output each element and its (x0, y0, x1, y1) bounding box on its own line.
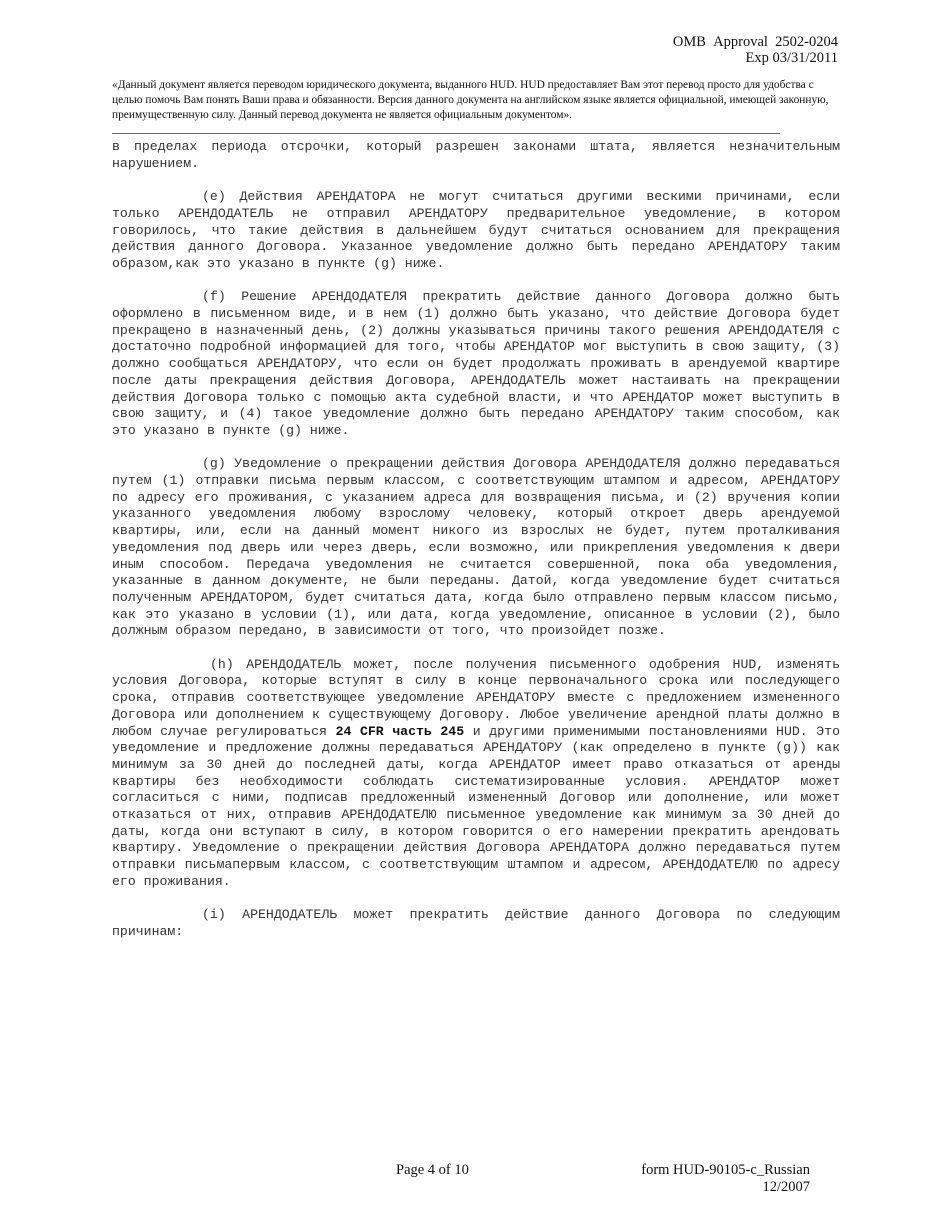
omb-expiration: Exp 03/31/2011 (745, 50, 838, 66)
omb-label: OMB (672, 34, 706, 50)
form-date: 12/2007 (762, 1179, 810, 1195)
continuation-paragraph: в пределах периода отсрочки, который разрешен законами штата, является незначительным нарушением. (112, 139, 840, 171)
document-body (112, 139, 840, 957)
omb-approval-line (673, 34, 838, 50)
page-number: Page 4 of 10 (396, 1162, 469, 1178)
paragraph-h-part2: и другими применимыми постановлениями HUD. Это уведомление и предложение должны передаваться АРЕНДАТОРУ (как определено в пункте (g)) как минимум за 30 дней до последней даты, когда АРЕНДАТОР имеет право отказаться от аренды квартиры без необходимости соблюдать систематизированные условия. АРЕНДАТОР может согласиться с ними, подписав предложенный измененный Договор или дополнение, или может отказаться от них, отправив АРЕНДОДАТЕЛЮ письменное уведомление как минимум за 30 дней до даты, когда они вступают в силу, в котором говорится о его намерении прекратить арендовать квартиру. Уведомление о прекращении действия Договора АРЕНДАТОРА должно передаваться путем отправки письмапервым классом, с соответствующим штампом и адресом, АРЕНДОДАТЕЛЮ по адресу его проживания. (112, 723, 841, 889)
omb-number: 2502-0204 (775, 34, 838, 50)
paragraph-h (112, 657, 840, 891)
paragraph-i: (i) АРЕНДОДАТЕЛЬ может прекратить действие данного Договора по следующим причинам: (112, 907, 840, 939)
translation-disclaimer: «Данный документ является переводом юридического документа, выданного HUD. HUD предоставляет Вам этот перевод просто для удобства с целью помочь Вам понять Ваши права и обязанности. Версия данного документа на английском языке является официальной, имеющей законную, преимущественную силу. Данный перевод документа не является официальным документом». (112, 79, 829, 121)
header-divider (112, 133, 780, 134)
paragraph-e: (e) Действия АРЕНДАТОРА не могут считаться другими вескими причинами, если только АРЕНДОДАТЕЛЬ не отправил АРЕНДАТОРУ предварительное уведомление, в котором говорилось, что такие действия в дальнейшем будут считаться основанием для прекращения действия данного Договора. Указанное уведомление должно быть передано АРЕНДАТОРУ таким образом,как это указано в пункте (g) ниже. (112, 189, 840, 271)
cfr-reference: 24 CFR часть 245 (335, 723, 465, 739)
paragraph-h-part1: (h) АРЕНДОДАТЕЛЬ может, после получения письменного одобрения HUD, изменять условия Договора, которые вступят в силу в конце первоначального срока или последующего срока, отправив соответствующее уведомление АРЕНДАТОРУ вместе с предложением измененного Договора или дополнением к существующему Договору. Любое увеличение арендной платы должно в любом случае регулироваться (112, 656, 840, 739)
omb-approval-label: Approval (713, 34, 768, 50)
form-number: form HUD-90105-c_Russian (641, 1162, 810, 1178)
paragraph-g: (g) Уведомление о прекращении действия Договора АРЕНДОДАТЕЛЯ должно передаваться путем (1) отправки письма первым классом, с соответствующим штампом и адресом, АРЕНДАТОРУ по адресу его проживания, с указанием адреса для возвращения письма, и (2) вручения копии указанного уведомления любому взрослому человеку, который откроет дверь арендуемой квартиры, или, если на данный момент никого из взрослых не будет, путем проталкивания уведомления под дверь или через дверь, если возможно, или прикрепления уведомления к двери иным способом. Передача уведомления не считается совершенной, пока оба уведомления, указанные в данном документе, не были переданы. Датой, когда уведомление будет считаться полученным АРЕНДАТОРОМ, будет считаться дата, когда было отправлено первым классом письмо, как это указано в условии (1), или дата, когда уведомление, описанное в условии (2), было должным образом передано, в зависимости от того, что произойдет позже. (112, 456, 840, 639)
paragraph-f: (f) Решение АРЕНДОДАТЕЛЯ прекратить действие данного Договора должно быть оформлено в письменном виде, и в нем (1) должно быть указано, что действие Договора будет прекращено в назначенный день, (2) должны указываться причины такого решения АРЕНДОДАТЕЛЯ с достаточно подробной информацией для того, чтобы АРЕНДАТОР мог выступить в свою защиту, (3) должно сообщаться АРЕНДАТОРУ, что если он будет продолжать проживать в арендуемой квартире после даты прекращения действия Договора, АРЕНДОДАТЕЛЬ может настаивать на прекращении действия Договора только с помощью акта судебной власти, и что АРЕНДАТОР может выступить в свою защиту, и (4) такое уведомление должно быть передано АРЕНДАТОРУ таким способом, как это указано в пункте (g) ниже. (112, 289, 840, 438)
form-identifier-block (641, 1162, 810, 1196)
omb-approval-block (673, 34, 838, 66)
